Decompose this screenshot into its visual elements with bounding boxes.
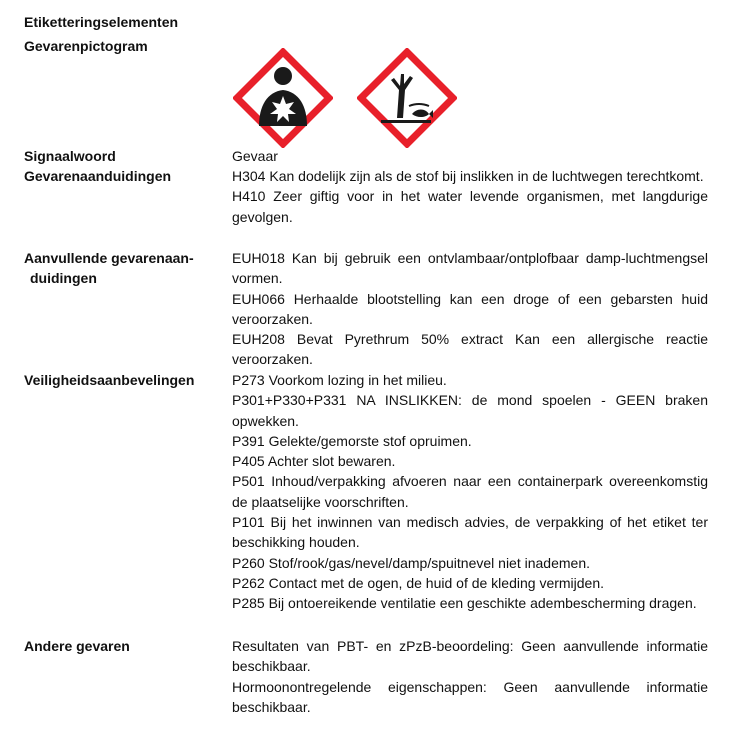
- precautionary-row: [24, 370, 712, 614]
- supplemental-statement: EUH018 Kan bij gebruik een ontvlambaar/ontplofbaar damp-luchtmengsel vormen.: [232, 250, 708, 287]
- signal-word-value: Gevaar: [232, 148, 278, 164]
- other-hazard-statement: Resultaten van PBT- en zPzB-beoordeling: Geen aanvullende informatie beschikbaar.: [232, 638, 708, 675]
- supplemental-statement: EUH208 Bevat Pyrethrum 50% extract Kan een allergische reactie veroorzaken.: [232, 331, 708, 368]
- precautionary-statement: P301+P330+P331 NA INSLIKKEN: de mond spoelen - GEEN braken opwekken.: [232, 392, 708, 429]
- supplemental-hazards-list: [232, 248, 708, 370]
- pictogram-label: Gevarenpictogram: [24, 38, 148, 54]
- section-title: Etiketteringselementen: [24, 14, 179, 30]
- precautionary-label: Veiligheidsaanbevelingen: [24, 372, 195, 388]
- other-hazards-list: [232, 636, 708, 717]
- other-hazards-label: Andere gevaren: [24, 638, 130, 654]
- supplemental-label-line1: Aanvullende gevarenaan-: [24, 250, 194, 266]
- precautionary-statement: P391 Gelekte/gemorste stof opruimen.: [232, 432, 472, 449]
- hazard-statements-row: [24, 166, 712, 227]
- hazard-statement: H410 Zeer giftig voor in het water levende organismen, met langdurige gevolgen.: [232, 188, 708, 225]
- other-hazard-statement: Hormoonontregelende eigenschappen: Geen aanvullende informatie beschikbaar.: [232, 678, 708, 715]
- other-hazards-row: [24, 636, 712, 717]
- precautionary-statement: P405 Achter slot bewaren.: [232, 453, 396, 470]
- hazard-statements-label: Gevarenaanduidingen: [24, 168, 172, 184]
- precautionary-list: [232, 370, 708, 614]
- signal-word-row: [24, 146, 712, 166]
- supplemental-label-line2: duidingen: [30, 270, 97, 287]
- precautionary-statement: P285 Bij ontoereikende ventilatie een geschikte adembescherming dragen.: [232, 595, 697, 612]
- supplemental-hazards-label: [24, 248, 232, 370]
- supplemental-hazards-row: [24, 248, 712, 370]
- signal-word-label: Signaalwoord: [24, 148, 116, 164]
- hazard-statements-list: [232, 166, 708, 227]
- precautionary-statement: P260 Stof/rook/gas/nevel/damp/spuitnevel niet inademen.: [232, 554, 591, 571]
- precautionary-statement: P273 Voorkom lozing in het milieu.: [232, 372, 447, 388]
- health-hazard-icon: [233, 48, 333, 148]
- precautionary-statement: P262 Contact met de ogen, de huid of de kleding vermijden.: [232, 574, 605, 591]
- precautionary-statement: P101 Bij het inwinnen van medisch advies, de verpakking of het etiket ter beschikking houden.: [232, 514, 708, 551]
- environment-icon: [357, 48, 457, 148]
- hazard-statement: H304 Kan dodelijk zijn als de stof bij inslikken in de luchtwegen terechtkomt.: [232, 168, 704, 184]
- supplemental-statement: EUH066 Herhaalde blootstelling kan een droge of een gebarsten huid veroorzaken.: [232, 290, 708, 327]
- precautionary-statement: P501 Inhoud/verpakking afvoeren naar een containerpark overeenkomstig de plaatselijke voorschriften.: [232, 473, 708, 510]
